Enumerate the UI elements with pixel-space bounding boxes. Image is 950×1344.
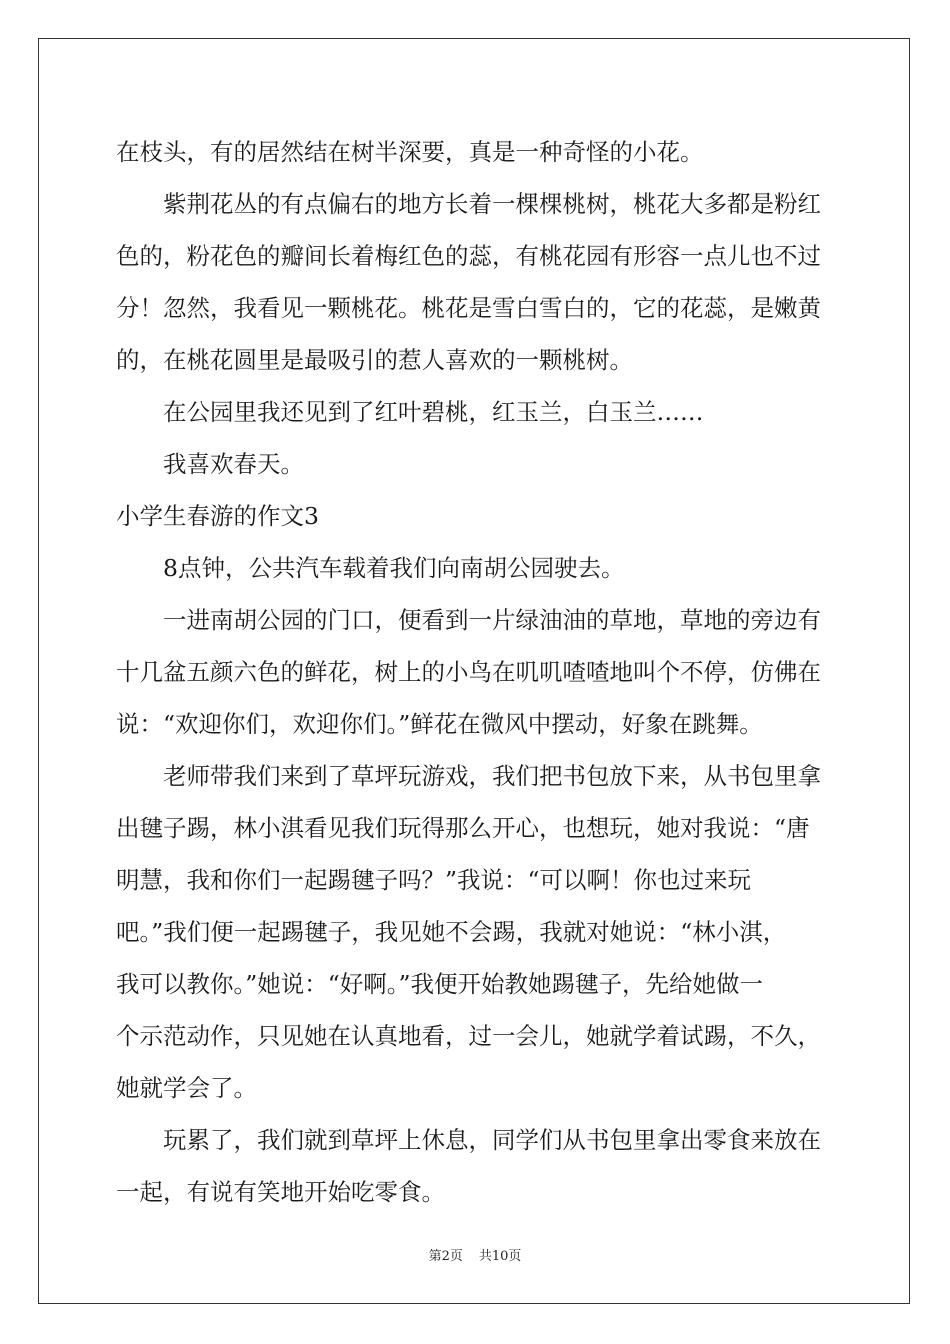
text-line: 一进南胡公园的门口，便看到一片绿油油的草地，草地的旁边有 <box>163 606 821 634</box>
text-line: 个示范动作，只见她在认真地看，过一会儿，她就学着试踢，不久， <box>116 1022 821 1050</box>
text-line: 一起，有说有笑地开始吃零食。 <box>116 1178 445 1206</box>
text-line: 十几盆五颜六色的鲜花，树上的小鸟在叽叽喳喳地叫个不停，仿佛在 <box>116 658 821 686</box>
text-line: 在公园里我还见到了红叶碧桃，红玉兰，白玉兰…… <box>163 398 704 426</box>
text-line: 玩累了，我们就到草坪上休息，同学们从书包里拿出零食来放在 <box>163 1126 821 1154</box>
text-line: 分！忽然，我看见一颗桃花。桃花是雪白雪白的，它的花蕊，是嫩黄 <box>116 294 821 322</box>
text-line: 老师带我们来到了草坪玩游戏，我们把书包放下来，从书包里拿 <box>163 762 821 790</box>
document-body <box>116 126 838 1218</box>
text-line: 说：“欢迎你们，欢迎你们。”鲜花在微风中摆动，好象在跳舞。 <box>116 710 763 738</box>
text-line: 的，在桃花圆里是最吸引的惹人喜欢的一颗桃树。 <box>116 346 633 374</box>
text-line: 在枝头，有的居然结在树半深要，真是一种奇怪的小花。 <box>116 138 704 166</box>
text-line: 我可以教你。”她说：“好啊。”我便开始教她踢毽子，先给她做一 <box>116 970 764 998</box>
text-line: 小学生春游的作文3 <box>116 502 319 530</box>
page-total: 共10页 <box>478 1249 522 1264</box>
text-line: 她就学会了。 <box>116 1074 257 1102</box>
text-line: 明慧，我和你们一起踢毽子吗？”我说：“可以啊！你也过来玩 <box>116 866 752 894</box>
text-line: 我喜欢春天。 <box>163 450 304 478</box>
text-line: 紫荆花丛的有点偏右的地方长着一棵棵桃树，桃花大多都是粉红 <box>163 190 821 218</box>
text-line: 色的，粉花色的瓣间长着梅红色的蕊，有桃花园有形容一点儿也不过 <box>116 242 821 270</box>
text-line: 吧。”我们便一起踢毽子，我见她不会踢，我就对她说：“林小淇， <box>116 918 787 946</box>
text-line: 8点钟，公共汽车载着我们向南胡公园驶去。 <box>163 554 625 582</box>
text-line: 出毽子踢，林小淇看见我们玩得那么开心，也想玩，她对我说：“唐 <box>116 814 810 842</box>
page-footer <box>0 1245 950 1264</box>
page-number: 第2页 <box>428 1249 463 1264</box>
